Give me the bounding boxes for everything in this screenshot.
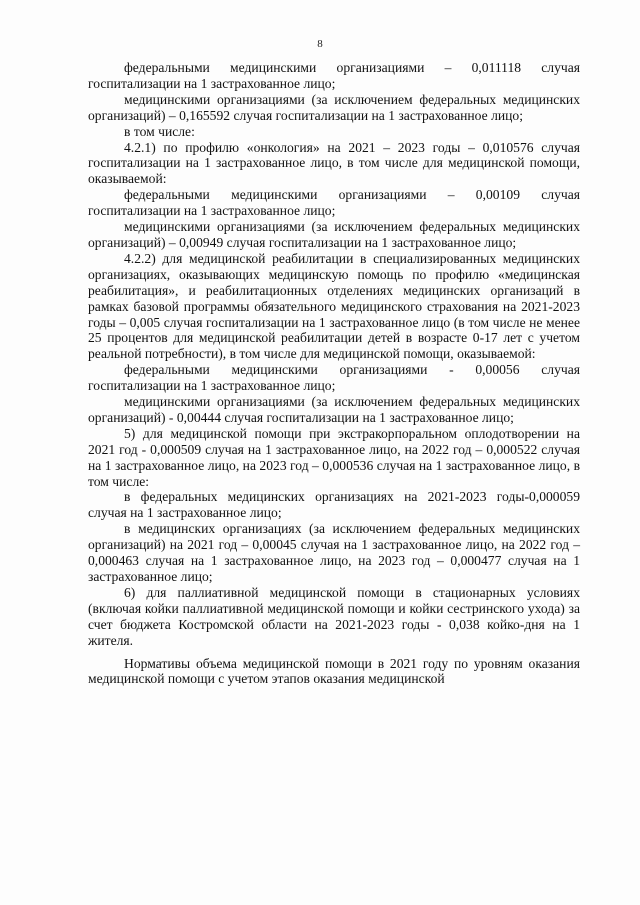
paragraph: 4.2.2) для медицинской реабилитации в специализированных медицинских организациях, оказывающих медицинскую помощь по профилю «медицинская реабилитация», и реабилитационных отделениях медицинских организаций в рамках базовой программы обязательного медицинского страхования на 2021-2023 годы – 0,005 случая госпитализации на 1 застрахованное лицо (в том числе не менее 25 процентов для медицинской реабилитации детей в возрасте 0-17 лет с учетом реальной потребности), в том числе для медицинской помощи, оказываемой: [88, 250, 580, 362]
paragraph: медицинскими организациями (за исключением федеральных медицинских организаций) – 0,00949 случая госпитализации на 1 застрахованное лицо; [88, 219, 580, 250]
document-body [88, 60, 580, 687]
paragraph: федеральными медицинскими организациями – 0,011118 случая госпитализации на 1 застрахованное лицо; [88, 60, 580, 91]
paragraph: федеральными медицинскими организациями - 0,00056 случая госпитализации на 1 застрахованное лицо; [88, 362, 580, 394]
paragraph: в том числе: [124, 123, 195, 139]
paragraph: федеральными медицинскими организациями – 0,00109 случая госпитализации на 1 застрахованное лицо; [88, 187, 580, 219]
paragraph: Нормативы объема медицинской помощи в 2021 году по уровням оказания медицинской помощи с учетом этапов оказания медицинской [88, 655, 580, 687]
paragraph: 4.2.1) по профилю «онкология» на 2021 – 2023 годы – 0,010576 случая госпитализации на 1 застрахованное лицо, в том числе для медицинской помощи, оказываемой: [88, 139, 580, 187]
paragraph: 6) для паллиативной медицинской помощи в стационарных условиях (включая койки паллиативной медицинской помощи и койки сестринского ухода) за счет бюджета Костромской области на 2021-2023 годы - 0,038 койко-дня на 1 жителя. [88, 584, 580, 648]
paragraph: медицинскими организациями (за исключением федеральных медицинских организаций) – 0,165592 случая госпитализации на 1 застрахованное лицо; [88, 91, 580, 123]
paragraph: медицинскими организациями (за исключением федеральных медицинских организаций) - 0,00444 случая госпитализации на 1 застрахованное лицо; [88, 394, 580, 425]
paragraph: в медицинских организациях (за исключением федеральных медицинских организаций) на 2021 год – 0,00045 случая на 1 застрахованное лицо, на 2022 год – 0,000463 случая на 1 застрахованное лицо, на 2023 год – 0,000477 случая на 1 застрахованное лицо; [88, 521, 580, 584]
page-number: 8 [317, 38, 323, 50]
paragraph: 5) для медицинской помощи при экстракорпоральном оплодотворении на 2021 год - 0,000509 случая на 1 застрахованное лицо, на 2022 год – 0,000522 случая на 1 застрахованное лицо, на 2023 год – 0,000536 случая на 1 застрахованное лицо, в том числе: [88, 425, 580, 489]
paragraph: в федеральных медицинских организациях на 2021-2023 годы-0,000059 случая на 1 застрахованное лицо; [88, 489, 580, 521]
